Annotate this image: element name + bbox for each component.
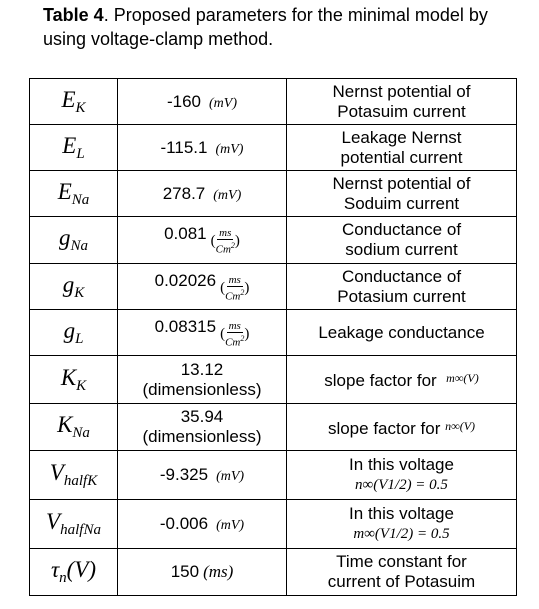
symbol-cell: $g_L$ xyxy=(30,310,118,356)
symbol-cell: $g_K$ xyxy=(30,264,118,310)
description-cell: Time constant for current of Potasuim xyxy=(287,549,517,596)
table-row xyxy=(30,217,517,264)
symbol-cell: $V_{halfNa}$ xyxy=(30,500,118,549)
symbol-cell: $E_{Na}$ xyxy=(30,171,118,217)
unit-fraction: ( $\frac{ms}{Cm^2}$ ) xyxy=(220,273,250,303)
description-cell: In this voltage n∞(V1/2) = 0.5 xyxy=(287,451,517,500)
table-row xyxy=(30,404,517,451)
value-cell: 0.02026 ( $\frac{ms}{Cm^2}$ ) xyxy=(118,264,287,310)
table-row xyxy=(30,171,517,217)
value-cell: -9.325 (mV) xyxy=(118,451,287,500)
symbol-cell: $V_{halfK}$ xyxy=(30,451,118,500)
symbol-cell: $\tau_n(V)$ xyxy=(30,549,118,596)
symbol-cell: $g_{Na}$ xyxy=(30,217,118,264)
table-row xyxy=(30,79,517,125)
value-cell: -115.1 (mV) xyxy=(118,125,287,171)
value-cell: 150 (ms) xyxy=(118,549,287,596)
value-cell: -0.006 (mV) xyxy=(118,500,287,549)
parameters-table xyxy=(29,78,517,596)
table-row xyxy=(30,264,517,310)
value-cell: 278.7 (mV) xyxy=(118,171,287,217)
description-cell: Leakage conductance xyxy=(287,310,517,356)
value-cell: -160 (mV) xyxy=(118,79,287,125)
description-cell: Conductance of Potasium current xyxy=(287,264,517,310)
value-cell: 0.081 ( $\frac{ms}{Cm^2}$ ) xyxy=(118,217,287,264)
table-row xyxy=(30,310,517,356)
table-row xyxy=(30,549,517,596)
value-cell: 0.08315 ( $\frac{ms}{Cm^2}$ ) xyxy=(118,310,287,356)
symbol-cell: $E_K$ xyxy=(30,79,118,125)
description-cell: Conductance of sodium current xyxy=(287,217,517,264)
unit-fraction: ( $\frac{ms}{Cm^2}$ ) xyxy=(210,227,240,256)
table-row xyxy=(30,356,517,404)
table-row xyxy=(30,500,517,549)
description-cell: slope factor for $^{n\infty(V)}$ xyxy=(287,404,517,451)
table-row xyxy=(30,451,517,500)
symbol-cell: $E_L$ xyxy=(30,125,118,171)
description-cell: Nernst potential of Soduim current xyxy=(287,171,517,217)
description-cell: slope factor for $^{m\infty(V)}$ xyxy=(287,356,517,404)
description-cell: Nernst potential of Potasuim current xyxy=(287,79,517,125)
description-cell: In this voltage m∞(V1/2) = 0.5 xyxy=(287,500,517,549)
table-caption xyxy=(43,3,535,51)
value-cell: 35.94 (dimensionless) xyxy=(118,404,287,451)
symbol-cell: $K_K$ xyxy=(30,356,118,404)
symbol-cell: $K_{Na}$ xyxy=(30,404,118,451)
table-row xyxy=(30,125,517,171)
caption-label: Table 4 xyxy=(43,5,104,25)
caption-text: . Proposed parameters for the minimal model by using voltage-clamp method. xyxy=(43,5,488,49)
value-cell: 13.12 (dimensionless) xyxy=(118,356,287,404)
description-cell: Leakage Nernst potential current xyxy=(287,125,517,171)
unit-fraction: ( $\frac{ms}{Cm^2}$ ) xyxy=(220,319,250,349)
